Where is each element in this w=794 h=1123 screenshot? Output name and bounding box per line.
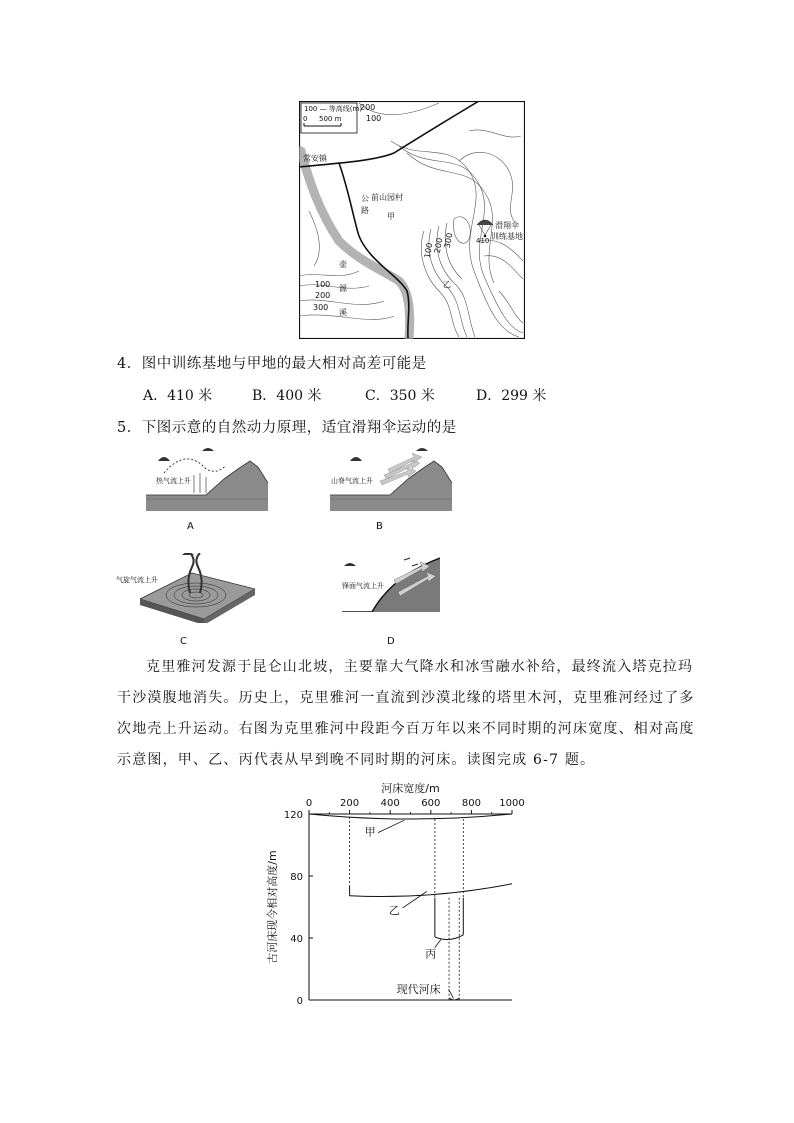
q4-option-c: C．350 米 xyxy=(365,388,435,404)
x-tick-label: 400 xyxy=(380,798,400,809)
panel-b-caption: 山脊气流上升 xyxy=(331,477,373,485)
contour-label: 200 xyxy=(360,103,376,112)
x-tick-label: 1000 xyxy=(499,798,525,809)
contour-label: 100 xyxy=(366,114,382,123)
series-label-bing: 丙 xyxy=(425,947,437,961)
contour-label: 200 xyxy=(432,237,445,254)
base-label-line1: 滑翔伞 xyxy=(495,221,519,230)
series-label-jia: 甲 xyxy=(364,825,376,839)
panel-b-letter: B xyxy=(376,521,383,532)
series-label-yi: 乙 xyxy=(388,904,400,918)
panel-d-caption: 锋面气流上升 xyxy=(342,582,384,590)
contour-label: 300 xyxy=(442,232,455,249)
legend-scale-distance: 500 m xyxy=(319,115,342,123)
riverbed-yi-line xyxy=(350,884,512,897)
x-axis-title: 河床宽度/m xyxy=(381,782,440,795)
base-label-line2: 训练基地 xyxy=(491,232,523,241)
contour-label: 100 xyxy=(422,242,435,259)
x-tick-label: 600 xyxy=(421,798,441,809)
series-leader-yi xyxy=(402,892,426,909)
passage-line-2: 干沙漠腹地消失。历史上，克里雅河一直流到沙漠北缘的塔里木河，克里雅河经过了多 xyxy=(117,690,695,706)
contour-label: 100 xyxy=(315,280,331,289)
road-label: 公路 xyxy=(361,194,369,215)
q4-option-d: D．299 米 xyxy=(476,388,547,404)
panel-c-figure xyxy=(140,553,255,623)
panel-a-letter: A xyxy=(187,521,194,532)
contour-label: 200 xyxy=(315,291,331,300)
village-label: 前山园村 xyxy=(371,193,403,202)
y-tick-label: 120 xyxy=(283,810,303,821)
panel-d-letter: D xyxy=(387,636,395,647)
topo-map-svg xyxy=(299,101,525,339)
x-tick-label: 0 xyxy=(305,798,313,809)
series-leader-jia xyxy=(378,820,404,832)
y-axis-title: 古河床现今相对高度/m xyxy=(266,850,279,964)
town-label: 常安镇 xyxy=(303,154,327,163)
x-tick-label: 800 xyxy=(461,798,481,809)
topo-map xyxy=(299,101,525,339)
question-4-stem: 4．图中训练基地与甲地的最大相对高差可能是 xyxy=(117,356,427,372)
q4-option-b: B．400 米 xyxy=(252,388,322,404)
passage-line-4: 示意图，甲、乙、丙代表从早到晚不同时期的河床。读图完成 6-7 题。 xyxy=(117,752,596,768)
y-tick-label: 80 xyxy=(290,872,303,883)
riverbed-chart xyxy=(258,770,530,1010)
y-tick-label: 0 xyxy=(296,996,303,1007)
passage-line-1: 克里雅河发源于昆仑山北坡，主要靠大气降水和冰雪融水补给，最终流入塔克拉玛 xyxy=(146,659,694,675)
legend-scale-zero: 0 xyxy=(303,115,308,123)
peak-elevation-label: 410 xyxy=(476,237,490,245)
contour-label: 300 xyxy=(313,303,329,312)
question-5-stem: 5．下图示意的自然动力原理，适宜滑翔伞运动的是 xyxy=(117,420,457,436)
series-label-modern: 现代河床 xyxy=(396,983,441,997)
panel-c-letter: C xyxy=(180,636,187,647)
legend-contour: 100 — 等高线(m) xyxy=(304,105,363,113)
riverbed-chart-svg xyxy=(258,770,530,1010)
panel-c-caption: 气旋气流上升 xyxy=(116,576,158,584)
q4-option-a: A．410 米 xyxy=(143,388,213,404)
series-leader-bing xyxy=(435,940,441,948)
point-jia-label: 甲 xyxy=(387,212,395,221)
river-label: 壶源溪 xyxy=(339,260,347,317)
passage-line-3: 次地壳上升运动。右图为克里雅河中段距今百万年以来不同时期的河床宽度、相对高度 xyxy=(117,721,695,737)
y-tick-label: 40 xyxy=(290,934,303,945)
riverbed-jia-line xyxy=(309,814,512,819)
panel-a-caption: 热气流上升 xyxy=(156,477,191,485)
x-tick-label: 200 xyxy=(340,798,360,809)
point-yi-label: 乙 xyxy=(443,280,451,289)
